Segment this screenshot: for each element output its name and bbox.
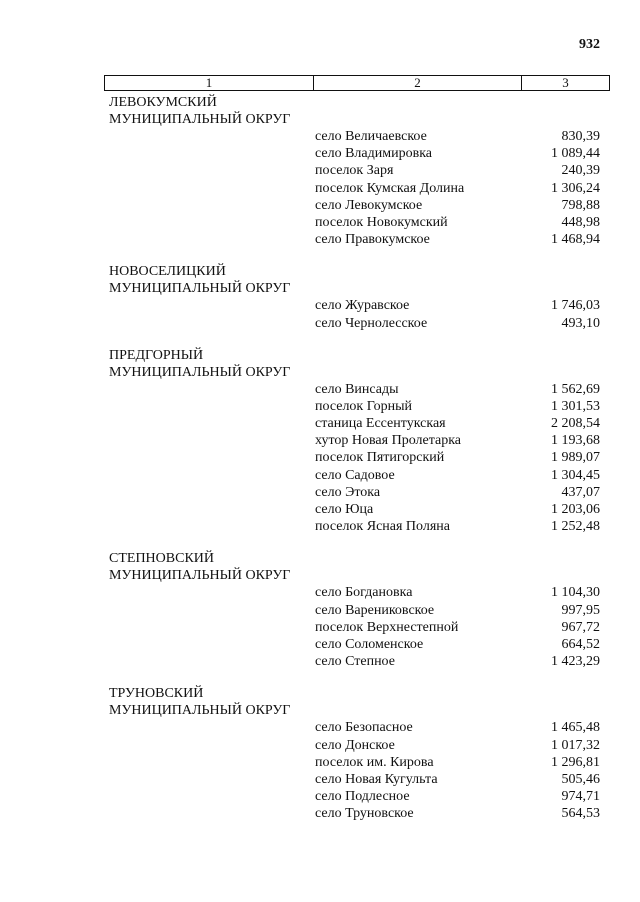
district-name: ТРУНОВСКИЙ [109, 686, 204, 702]
settlement-name: село Садовое [315, 467, 395, 483]
settlement-value: 1 203,06 [551, 502, 600, 517]
district-name: МУНИЦИПАЛЬНЫЙ ОКРУГ [109, 281, 291, 297]
settlement-value: 830,39 [561, 129, 600, 144]
district-name: СТЕПНОВСКИЙ [109, 551, 215, 567]
settlement-value: 997,95 [561, 602, 600, 618]
table-row [109, 719, 600, 736]
district-name: МУНИЦИПАЛЬНЫЙ ОКРУГ [109, 112, 291, 127]
settlement-name: хутор Новая Пролетарка [315, 433, 462, 449]
district-block [109, 550, 600, 670]
settlement-name: село Чернолесское [315, 315, 428, 331]
district-name: НОВОСЕЛИЦКИЙ [109, 264, 226, 280]
table-row [109, 180, 600, 197]
settlement-value: 564,53 [561, 806, 600, 822]
settlement-name: село Винсады [315, 381, 399, 397]
settlement-value: 1 468,94 [551, 232, 600, 248]
header-cell-col2: 2 [314, 76, 522, 90]
settlement-name: село Журавское [315, 298, 410, 314]
settlement-name: поселок Кумская Долина [315, 180, 465, 196]
table-row [109, 398, 600, 415]
table-row [109, 602, 600, 619]
settlement-value: 1 017,32 [551, 737, 600, 753]
settlement-value: 505,46 [561, 771, 600, 787]
settlement-name: село Соломенское [315, 636, 424, 652]
settlement-name: село Богдановка [315, 585, 413, 601]
table-row [109, 805, 600, 822]
header-cell-col1: 1 [105, 76, 314, 90]
table-row [109, 518, 600, 535]
settlement-value: 967,72 [561, 619, 600, 635]
settlement-name: село Безопасное [315, 720, 413, 736]
settlement-value: 1 301,53 [551, 398, 600, 414]
table-row [109, 449, 600, 466]
settlement-value: 664,52 [561, 636, 600, 652]
page-number: 932 [579, 37, 600, 52]
settlement-name: село Варениковское [315, 602, 435, 618]
settlement-name: село Правокумское [315, 232, 430, 248]
settlement-name: село Юца [315, 502, 374, 517]
table-row [109, 415, 600, 432]
table-row [109, 432, 600, 449]
table-row [109, 214, 600, 231]
district-block [109, 94, 600, 248]
district-name: МУНИЦИПАЛЬНЫЙ ОКРУГ [109, 568, 291, 584]
settlement-name: поселок Ясная Поляна [315, 519, 450, 535]
table-row [109, 231, 600, 248]
settlement-name: село Новая Кугульта [315, 771, 438, 787]
settlement-value: 1 423,29 [551, 654, 600, 670]
settlement-value: 798,88 [561, 197, 600, 213]
table-row [109, 501, 600, 518]
table-row [109, 771, 600, 788]
table-row [109, 467, 600, 484]
settlement-name: поселок Новокумский [315, 214, 448, 230]
district-name: МУНИЦИПАЛЬНЫЙ ОКРУГ [109, 364, 291, 380]
table-row [109, 636, 600, 653]
settlement-value: 240,39 [561, 163, 600, 179]
settlement-name: село Этока [315, 484, 381, 500]
settlement-value: 493,10 [561, 315, 600, 331]
settlement-value: 1 746,03 [551, 298, 600, 314]
settlement-value: 437,07 [561, 484, 600, 500]
district-block [109, 685, 600, 822]
table-row [109, 584, 600, 601]
settlement-name: поселок Пятигорский [315, 450, 445, 466]
table-row [109, 145, 600, 162]
table-row [109, 737, 600, 754]
settlement-name: село Донское [315, 737, 395, 753]
table-row [109, 381, 600, 398]
table-body [109, 94, 600, 837]
settlement-value: 1 465,48 [551, 720, 600, 736]
district-name: МУНИЦИПАЛЬНЫЙ ОКРУГ [109, 703, 291, 719]
table-row [109, 619, 600, 636]
table-row [109, 484, 600, 501]
settlement-name: село Труновское [315, 806, 414, 822]
settlement-value: 1 089,44 [551, 146, 600, 162]
settlement-name: село Величаевское [315, 129, 427, 144]
settlement-value: 1 252,48 [551, 519, 600, 535]
table-header-row [104, 75, 610, 91]
settlement-name: село Левокумское [315, 197, 423, 213]
district-block [109, 347, 600, 536]
table-row [109, 315, 600, 332]
settlement-name: поселок им. Кирова [315, 754, 434, 770]
district-name: ПРЕДГОРНЫЙ [109, 347, 204, 363]
settlement-value: 1 104,30 [551, 585, 600, 601]
table-row [109, 128, 600, 145]
table-row [109, 197, 600, 214]
settlement-value: 974,71 [561, 789, 600, 805]
table-row [109, 653, 600, 670]
header-cell-col3: 3 [562, 75, 569, 90]
settlement-value: 1 562,69 [551, 381, 600, 397]
settlement-value: 1 193,68 [551, 433, 600, 449]
settlement-value: 1 306,24 [551, 180, 600, 196]
settlement-value: 1 989,07 [551, 450, 600, 466]
settlement-value: 2 208,54 [551, 416, 600, 432]
settlement-name: станица Ессентукская [315, 416, 446, 432]
settlement-value: 1 304,45 [551, 467, 600, 483]
district-block [109, 263, 600, 331]
table-row [109, 788, 600, 805]
settlement-name: поселок Верхнестепной [315, 619, 459, 635]
settlement-value: 448,98 [561, 214, 600, 230]
district-name: ЛЕВОКУМСКИЙ [109, 95, 217, 110]
table-row [109, 754, 600, 771]
settlement-name: село Степное [315, 654, 395, 670]
settlement-name: поселок Заря [315, 163, 394, 179]
table-row [109, 297, 600, 314]
settlement-value: 1 296,81 [551, 754, 600, 770]
settlement-name: село Владимировка [315, 146, 433, 162]
settlement-name: поселок Горный [315, 398, 412, 414]
table-row [109, 162, 600, 179]
settlement-name: село Подлесное [315, 789, 410, 805]
